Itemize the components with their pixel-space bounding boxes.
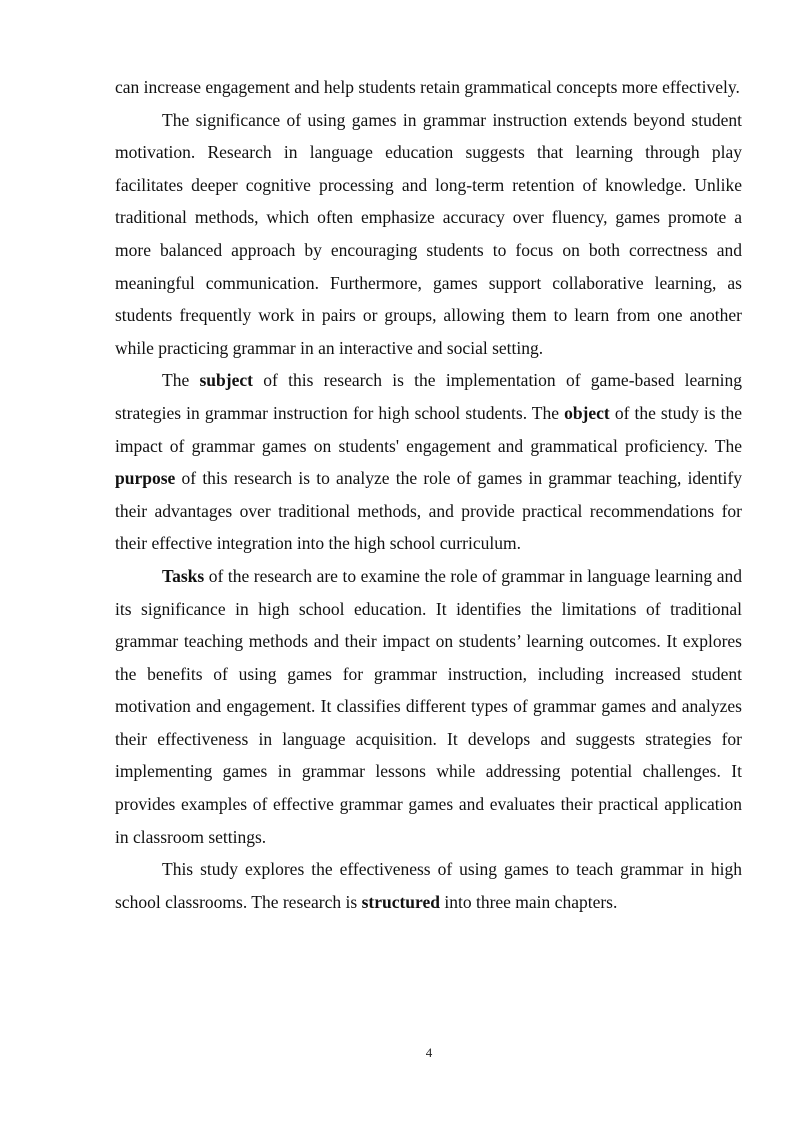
paragraph-2-text: The significance of using games in grammar instruction extends beyond student motivation. Research in language education suggests that learning through play facilitates deeper cognitive processing and long-term retention of knowledge. Unlike traditional methods, which often emphasize accuracy over fluency, games promote a more balanced approach by encouraging students to focus on both correctness and meaningful communication. Furthermore, games support collaborative learning, as students frequently work in pairs or groups, allowing them to learn from one another while practicing grammar in an interactive and social setting. bbox=[115, 109, 742, 358]
paragraph-3 bbox=[115, 364, 742, 560]
term-purpose: purpose bbox=[115, 468, 176, 489]
paragraph-3-text: The bbox=[162, 370, 200, 391]
body-text bbox=[115, 71, 742, 918]
paragraph-1 bbox=[115, 71, 742, 104]
paragraph-5 bbox=[115, 853, 742, 918]
term-tasks: Tasks bbox=[162, 565, 205, 586]
paragraph-4-text: of the research are to examine the role of grammar in language learning and its significance in high school education. It identifies the limitations of traditional grammar teaching methods and their impact on students’ learning outcomes. It explores the benefits of using games for grammar instruction, including increased student motivation and engagement. It classifies different types of grammar games and analyzes their effectiveness in language acquisition. It develops and suggests strategies for implementing games in grammar lessons while addressing potential challenges. It provides examples of effective grammar games and evaluates their practical application in classroom settings. bbox=[115, 565, 742, 847]
paragraph-3-text: of this research is to analyze the role of games in grammar teaching, identify their advantages over traditional methods, and provide practical recommendations for their effective integration into the high school curriculum. bbox=[115, 468, 742, 554]
paragraph-2 bbox=[115, 104, 742, 365]
paragraph-1-text: can increase engagement and help students retain grammatical concepts more effectively. bbox=[115, 77, 740, 97]
paragraph-4 bbox=[115, 560, 742, 853]
page-number: 4 bbox=[425, 1045, 433, 1060]
paragraph-5-text: into three main chapters. bbox=[439, 891, 618, 912]
term-subject: subject bbox=[199, 370, 253, 391]
term-structured: structured bbox=[361, 891, 440, 912]
paragraph-3-text: of the study is the impact of grammar games on students' engagement and grammatical proficiency. The bbox=[115, 402, 742, 456]
paragraph-3-text: of this research is the implementation of game-based learning strategies in grammar instruction for high school students. The bbox=[115, 370, 742, 423]
paragraph-5-text: This study explores the effectiveness of using games to teach grammar in high school classrooms. The research is bbox=[115, 859, 742, 912]
term-object: object bbox=[564, 402, 610, 423]
